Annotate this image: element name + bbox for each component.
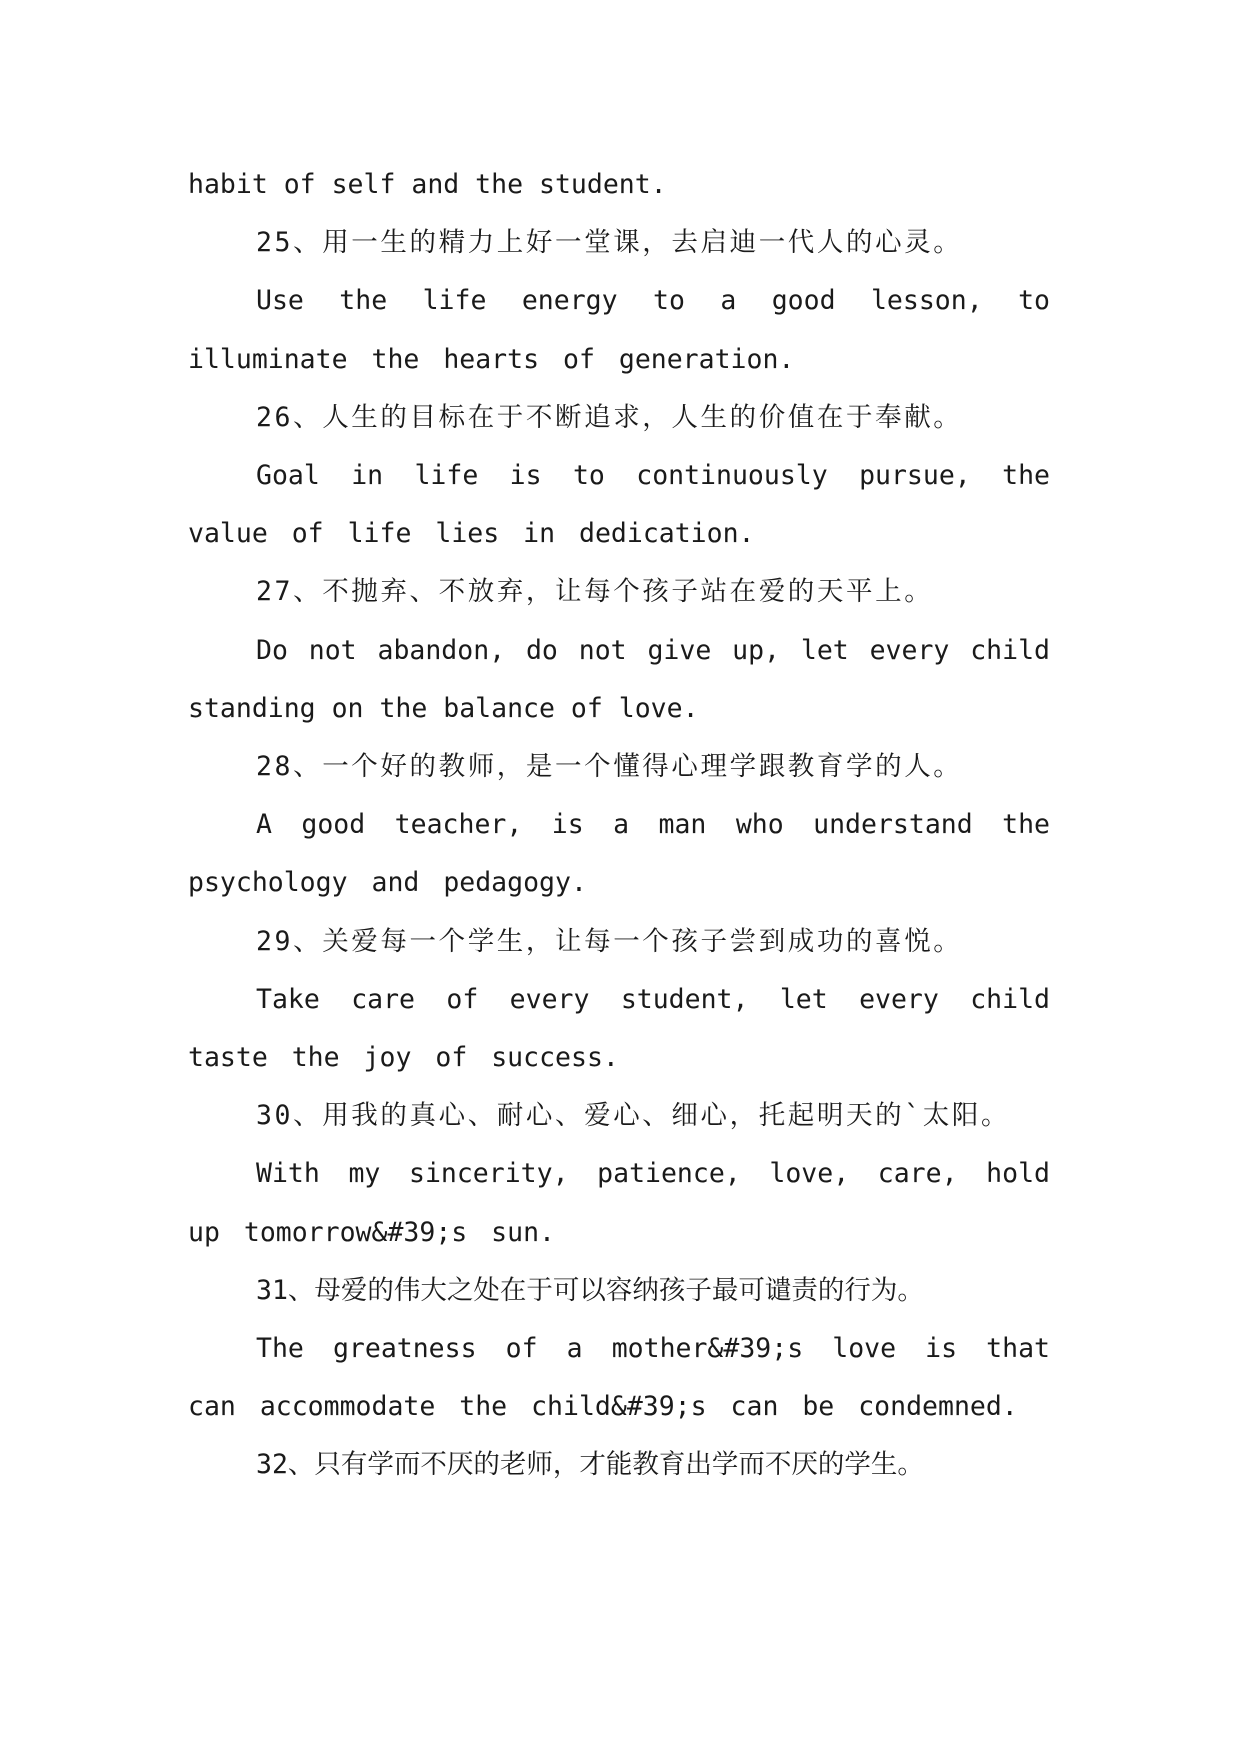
paragraph-31-chinese: 31、母爱的伟大之处在于可以容纳孩子最可谴责的行为。 — [256, 1274, 924, 1306]
paragraph-25-chinese: 25、用一生的精力上好一堂课，去启迪一代人的心灵。 — [256, 227, 963, 259]
paragraph-28-chinese: 28、一个好的教师，是一个懂得心理学跟教育学的人。 — [256, 751, 963, 783]
paragraph-30-chinese: 30、用我的真心、耐心、爱心、细心，托起明天的`太阳。 — [256, 1100, 1011, 1132]
paragraph-31-english: The greatness of a mother&#39;s love is that can accommodate the child&#39;s can be condemned. — [188, 1333, 1050, 1423]
paragraph-26-chinese: 26、人生的目标在于不断追求，人生的价值在于奉献。 — [256, 401, 963, 433]
paragraph-32-chinese: 32、只有学而不厌的老师，才能教育出学而不厌的学生。 — [256, 1449, 924, 1481]
paragraph-27-chinese: 27、不抛弃、不放弃，让每个孩子站在爱的天平上。 — [256, 576, 934, 608]
paragraph-29-chinese: 29、关爱每一个学生，让每一个孩子尝到成功的喜悦。 — [256, 925, 963, 957]
paragraph-27-english: Do not abandon, do not give up, let every child standing on the balance of love. — [188, 634, 1050, 724]
paragraph-26-english: Goal in life is to continuously pursue, the value of life lies in dedication. — [188, 460, 1050, 550]
paragraph-30-english: With my sincerity, patience, love, care, hold up tomorrow&#39;s sun. — [188, 1158, 1050, 1248]
paragraph-29-english: Take care of every student, let every child taste the joy of success. — [188, 983, 1050, 1074]
document-body — [188, 156, 1050, 1495]
paragraph-25-english: Use the life energy to a good lesson, to illuminate the hearts of generation. — [188, 285, 1050, 375]
paragraph-continued: habit of self and the student. — [188, 169, 667, 200]
paragraph-28-english: A good teacher, is a man who understand the psychology and pedagogy. — [188, 809, 1050, 899]
